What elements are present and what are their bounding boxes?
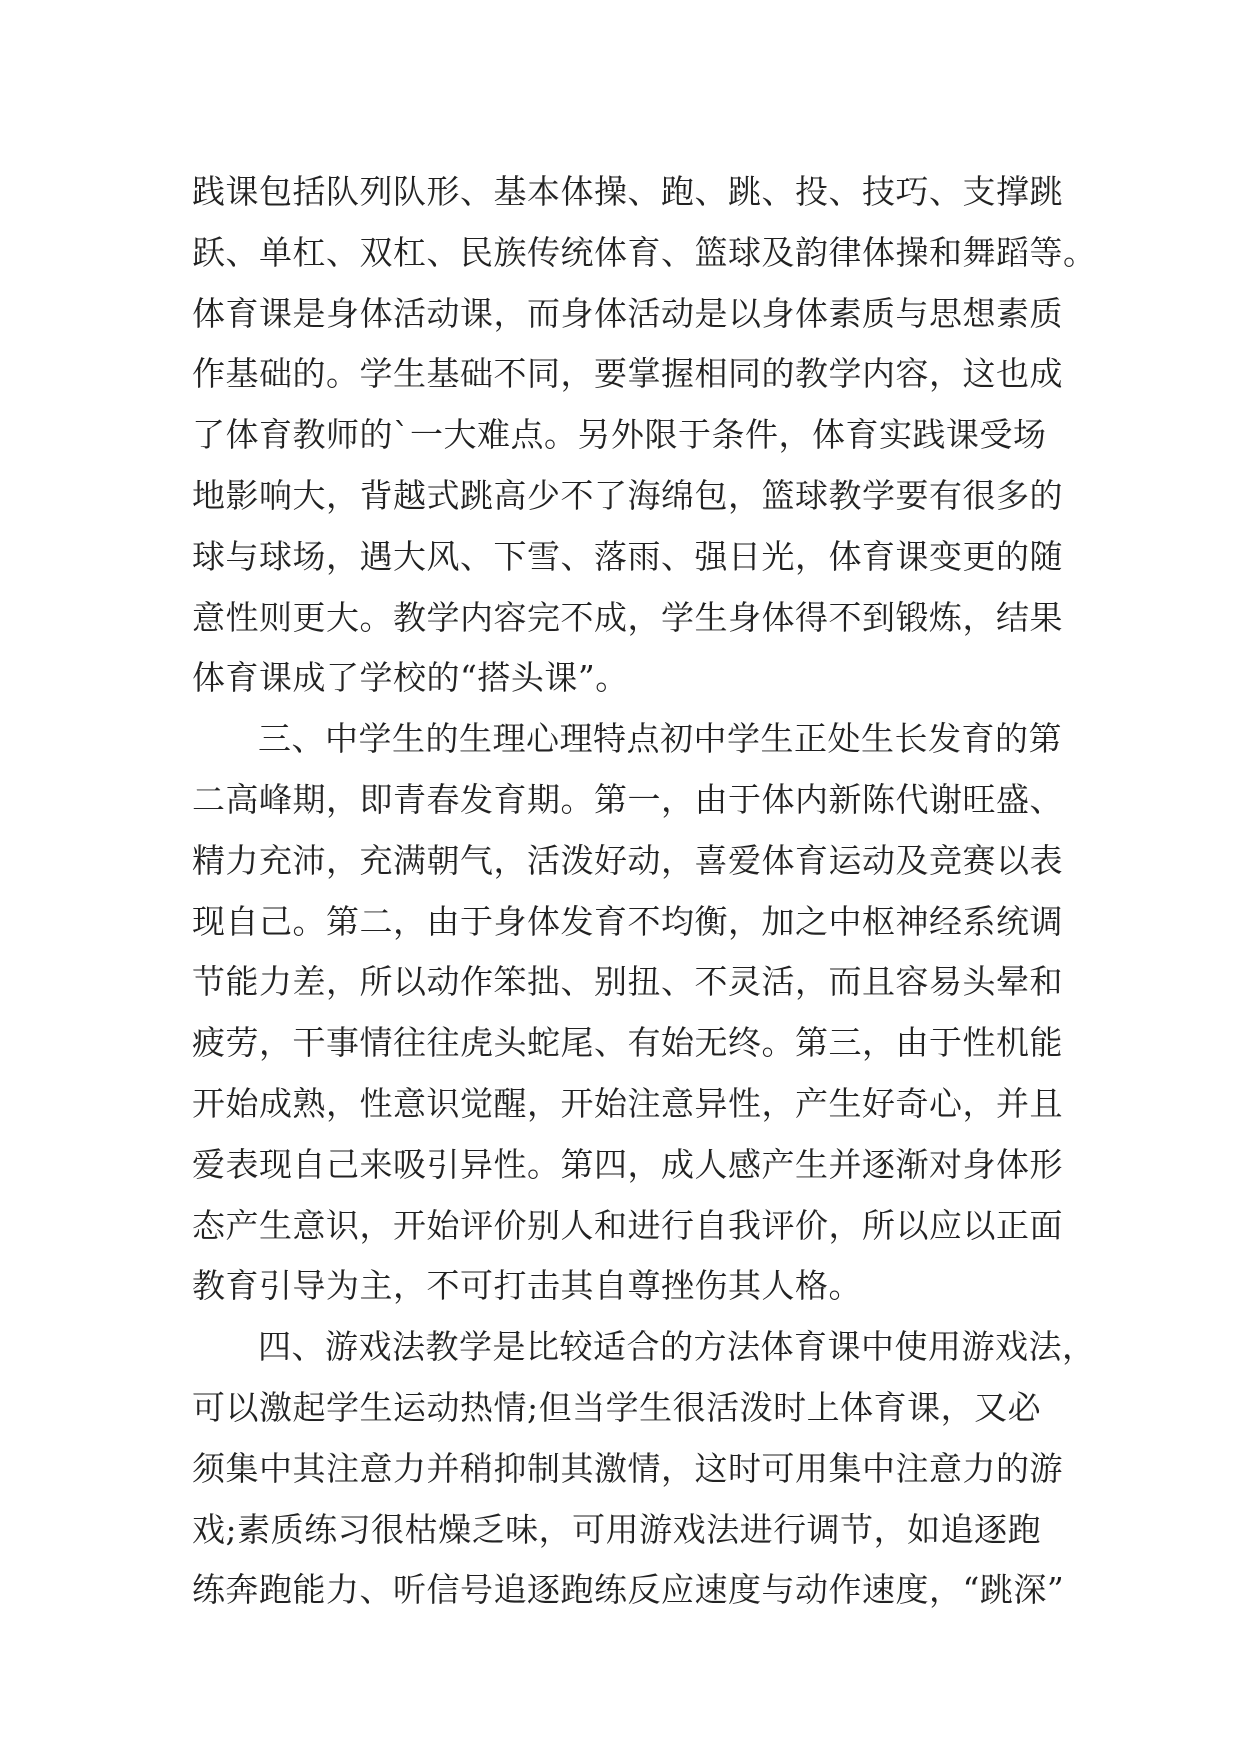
text-line: 践课包括队列队形、基本体操、跑、跳、投、技巧、支撑跳 — [192, 172, 1063, 211]
text-line: 了体育教师的`一大难点。另外限于条件，体育实践课受场 — [192, 415, 1047, 455]
text-line: 可以激起学生运动热情;但当学生很活泼时上体育课，又必 — [192, 1387, 1042, 1427]
text-line: 体育课成了学校的“搭头课”。 — [192, 658, 629, 698]
text-line: 教育引导为主，不可打击其自尊挫伤其人格。 — [192, 1266, 862, 1306]
text-line: 态产生意识，开始评价别人和进行自我评价，所以应以正面 — [192, 1205, 1063, 1245]
text-line: 地影响大，背越式跳高少不了海绵包，篮球教学要有很多的 — [192, 475, 1063, 515]
text-line: 节能力差，所以动作笨拙、别扭、不灵活，而且容易头晕和 — [192, 962, 1063, 1002]
text-line: 疲劳，干事情往往虎头蛇尾、有始无终。第三，由于性机能 — [192, 1023, 1063, 1063]
text-line: 开始成熟，性意识觉醒，开始注意异性，产生好奇心，并且 — [192, 1083, 1063, 1123]
text-line: 意性则更大。教学内容完不成，学生身体得不到锻炼，结果 — [192, 597, 1063, 637]
paragraph-start-line: 三、中学生的生理心理特点初中学生正处生长发育的第 — [258, 719, 1062, 759]
text-line: 体育课是身体活动课，而身体活动是以身体素质与思想素质 — [192, 293, 1063, 333]
paragraph-start-line: 四、游戏法教学是比较适合的方法体育课中使用游戏法， — [258, 1327, 1096, 1367]
text-line: 跃、单杠、双杠、民族传统体育、篮球及韵律体操和舞蹈等。 — [192, 232, 1097, 272]
text-line: 戏;素质练习很枯燥乏味，可用游戏法进行调节，如追逐跑 — [192, 1509, 1042, 1549]
text-line: 现自己。第二，由于身体发育不均衡，加之中枢神经系统调 — [192, 901, 1063, 941]
text-line: 爱表现自己来吸引异性。第四，成人感产生并逐渐对身体形 — [192, 1144, 1063, 1184]
text-line: 作基础的。学生基础不同，要掌握相同的教学内容，这也成 — [192, 354, 1063, 394]
text-line: 须集中其注意力并稍抑制其激情，这时可用集中注意力的游 — [192, 1448, 1063, 1488]
text-line: 球与球场，遇大风、下雪、落雨、强日光，体育课变更的随 — [192, 536, 1063, 576]
text-line: 精力充沛，充满朝气，活泼好动，喜爱体育运动及竞赛以表 — [192, 840, 1063, 880]
text-line: 二高峰期，即青春发育期。第一，由于体内新陈代谢旺盛、 — [192, 779, 1063, 819]
body-text — [192, 162, 1097, 1621]
text-line: 练奔跑能力、听信号追逐跑练反应速度与动作速度，“跳深” — [192, 1570, 1065, 1610]
